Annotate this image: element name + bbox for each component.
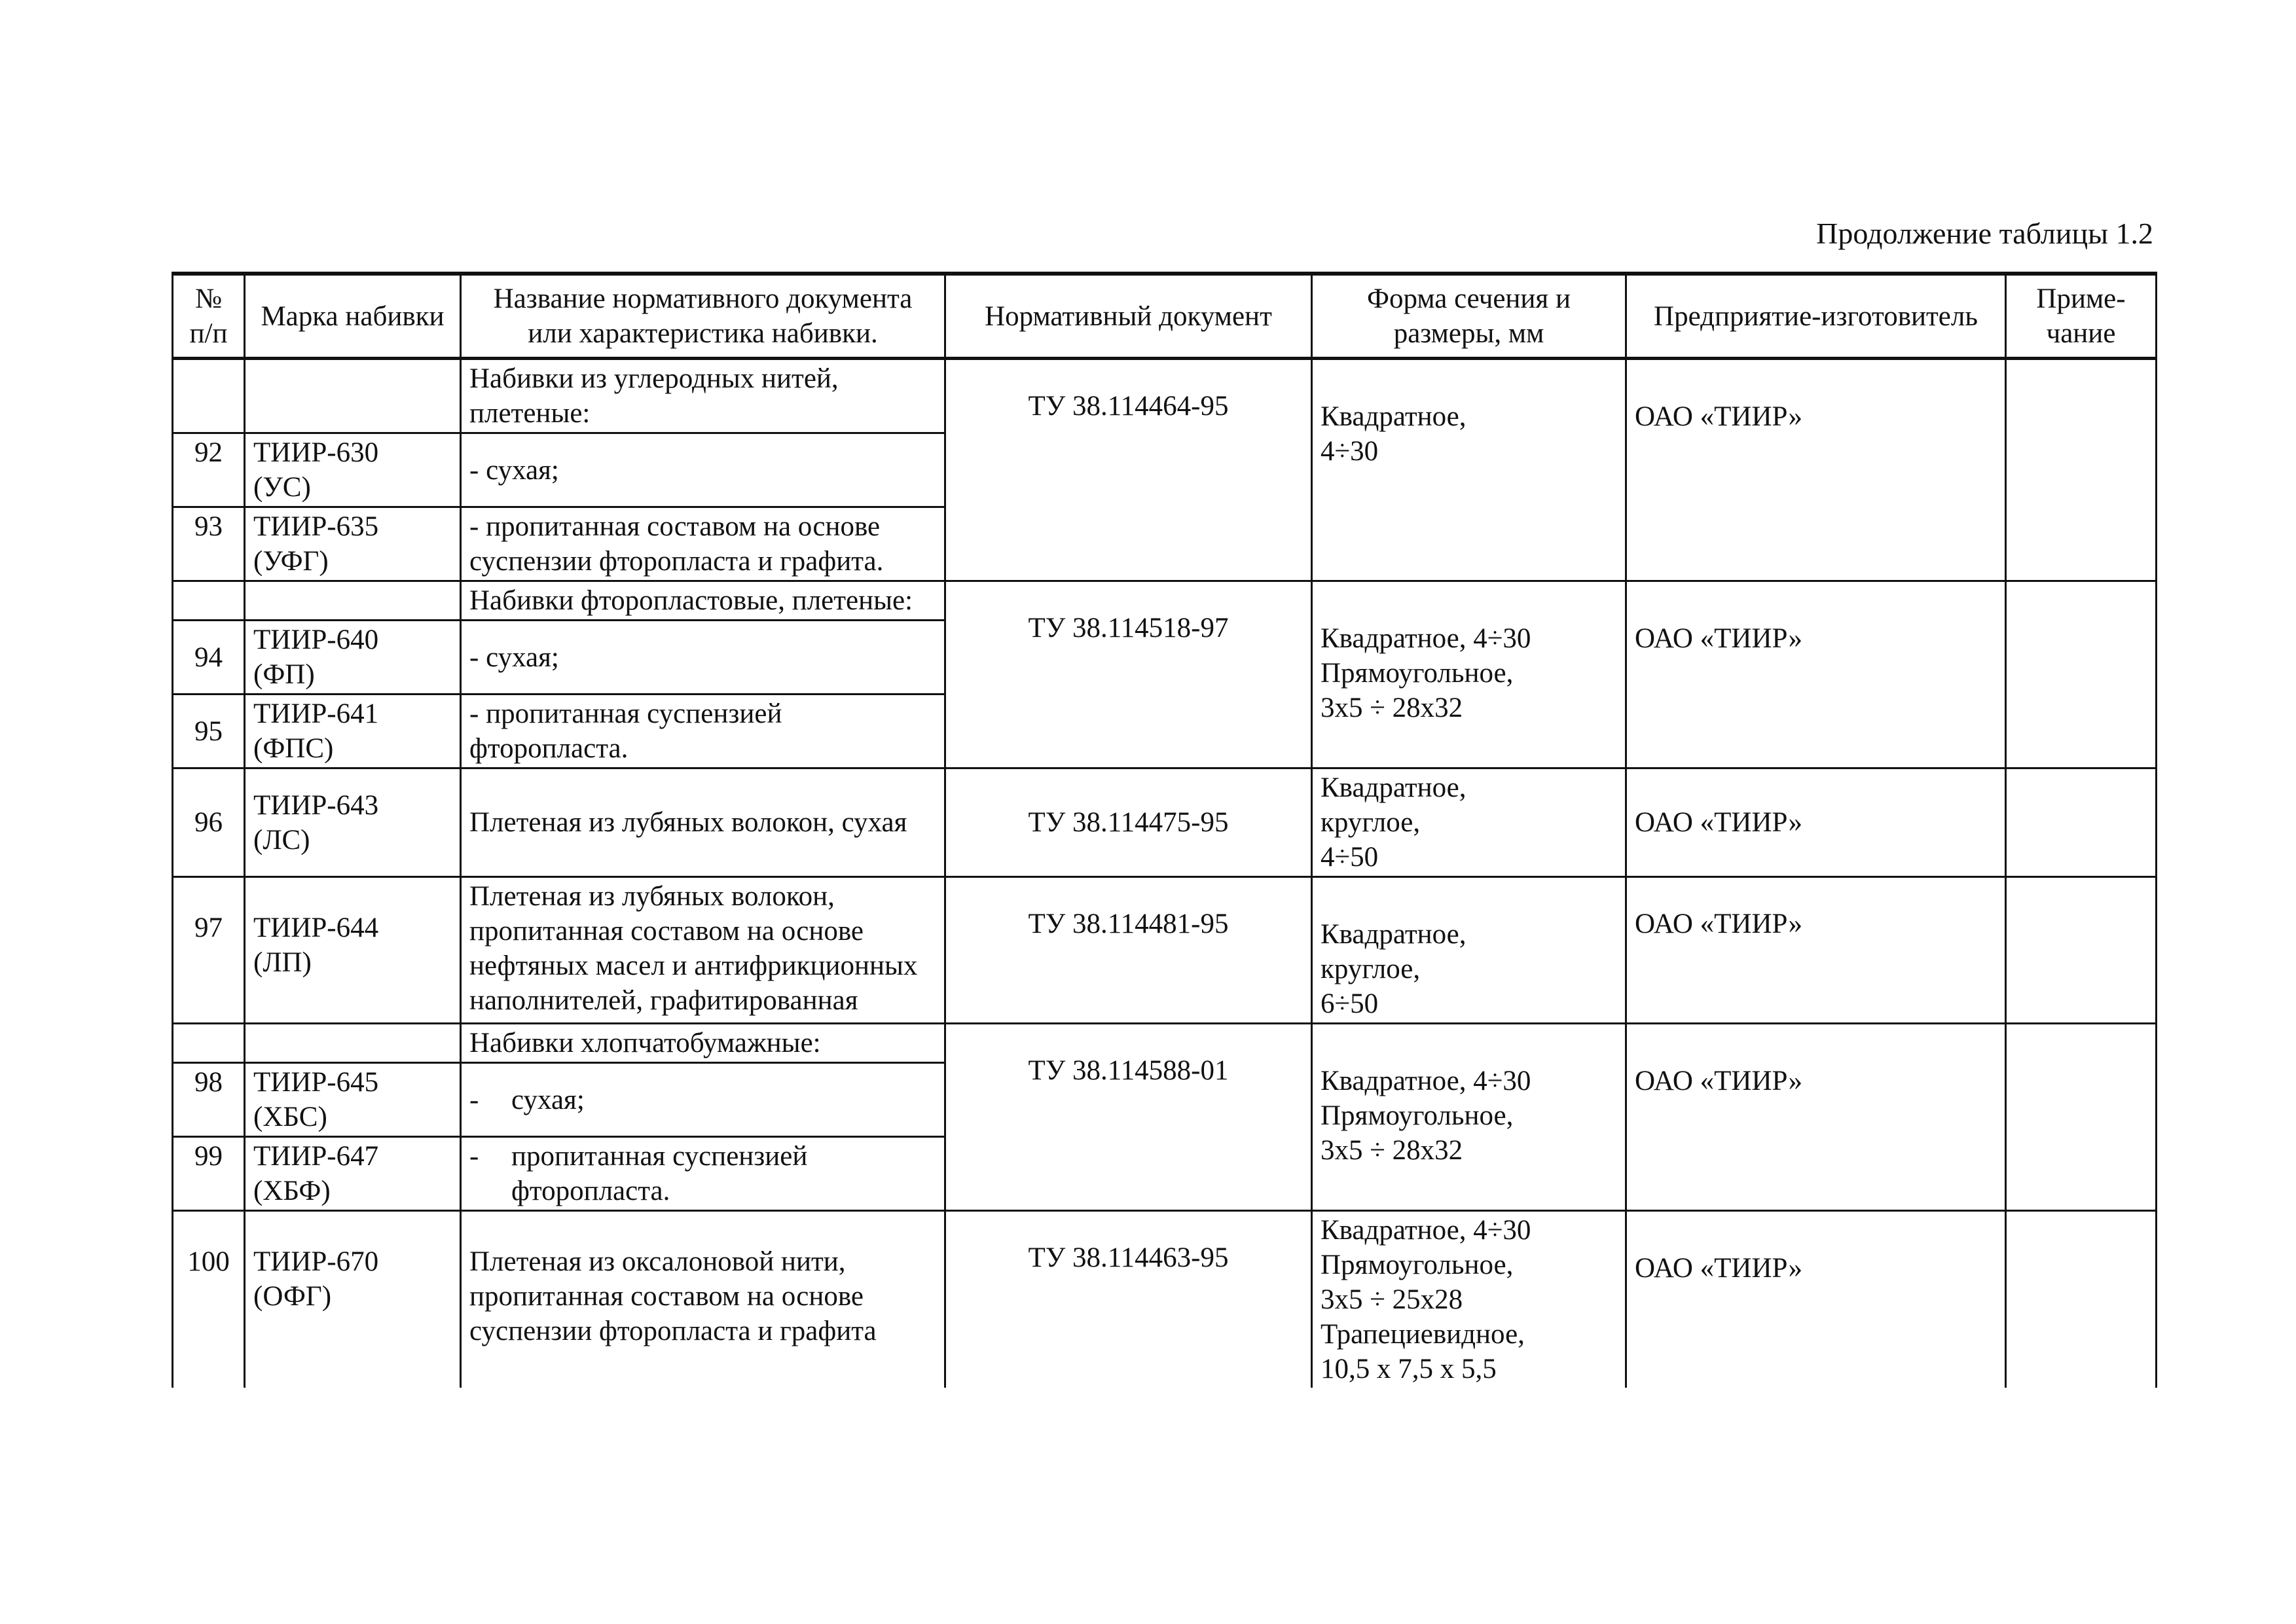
row-num: 92 xyxy=(173,433,245,507)
form-line: Квадратное, 4÷30 xyxy=(1321,623,1531,654)
mark-code: ТИИР-644 xyxy=(253,912,379,943)
row-name-text: сухая; xyxy=(511,1084,585,1115)
norm-doc: ТУ 38.114481-95 xyxy=(945,877,1312,1024)
table-row xyxy=(173,768,2157,877)
form-line: круглое, xyxy=(1321,954,1421,984)
row-mark xyxy=(245,433,461,507)
form-line: Прямоугольное, xyxy=(1321,1100,1514,1131)
mark-suffix: (ЛП) xyxy=(253,947,312,978)
mark-code: ТИИР-640 xyxy=(253,624,379,655)
row-num: 95 xyxy=(173,695,245,768)
manufacturer: ОАО «ТИИР» xyxy=(1626,1211,2006,1388)
section-form xyxy=(1312,581,1626,768)
manufacturer: ОАО «ТИИР» xyxy=(1626,877,2006,1024)
row-mark xyxy=(245,877,461,1024)
row-name xyxy=(461,1137,945,1211)
norm-doc: ТУ 38.114463-95 xyxy=(945,1211,1312,1388)
list-dash: - xyxy=(469,1141,479,1172)
mark-suffix: (ОФГ) xyxy=(253,1281,332,1312)
row-mark xyxy=(245,1063,461,1137)
row-name: Плетеная из лубяных волокон, сухая xyxy=(461,768,945,877)
section-form xyxy=(1312,1211,1626,1388)
form-line: Квадратное, xyxy=(1321,772,1467,803)
mark-suffix: (УС) xyxy=(253,472,311,503)
section-form xyxy=(1312,1024,1626,1211)
mark-code: ТИИР-643 xyxy=(253,789,379,821)
note-cell xyxy=(2006,581,2157,768)
group-title: Набивки хлопчатобумажные: xyxy=(461,1024,945,1063)
norm-doc: ТУ 38.114475-95 xyxy=(945,768,1312,877)
header-note: Приме-чание xyxy=(2006,274,2157,359)
row-name: - сухая; xyxy=(461,621,945,695)
section-form xyxy=(1312,359,1626,581)
row-name: Плетеная из лубяных волокон, пропитанная составом на основе нефтяных масел и антифрикционных наполнителей, графитированная xyxy=(461,877,945,1024)
manufacturer: ОАО «ТИИР» xyxy=(1626,581,2006,768)
mark-suffix: (ХБФ) xyxy=(253,1176,331,1206)
row-name: - пропитанная суспензией фторопласта. xyxy=(461,695,945,768)
group-title: Набивки из углеродных нитей, плетеные: xyxy=(461,359,945,433)
row-mark xyxy=(245,621,461,695)
note-cell xyxy=(2006,877,2157,1024)
row-num: 97 xyxy=(173,877,245,1024)
row-mark xyxy=(245,1137,461,1211)
header-name: Название нормативного документа или характеристика набивки. xyxy=(461,274,945,359)
form-line: Квадратное, 4÷30 xyxy=(1321,1215,1531,1246)
form-line: Квадратное, xyxy=(1321,401,1467,432)
row-num: 96 xyxy=(173,768,245,877)
row-name: Плетеная из оксалоновой нити, пропитанная составом на основе суспензии фторопласта и графита xyxy=(461,1211,945,1388)
form-line: 3х5 ÷ 25х28 xyxy=(1321,1284,1463,1315)
form-line: Трапециевидное, xyxy=(1321,1319,1525,1350)
row-mark xyxy=(245,507,461,581)
list-dash: - xyxy=(469,1084,479,1115)
header-num: № п/п xyxy=(173,274,245,359)
norm-doc: ТУ 38.114464-95 xyxy=(945,359,1312,581)
group-title: Набивки фторопластовые, плетеные: xyxy=(461,581,945,621)
form-line: 10,5 х 7,5 х 5,5 xyxy=(1321,1354,1497,1384)
note-cell xyxy=(2006,1211,2157,1388)
mark-suffix: (ЛС) xyxy=(253,824,310,856)
table-row xyxy=(173,1024,2157,1063)
row-name-text: пропитанная суспензией фторопласта. xyxy=(511,1141,808,1206)
form-line: Квадратное, 4÷30 xyxy=(1321,1066,1531,1096)
row-num: 93 xyxy=(173,507,245,581)
table-row xyxy=(173,581,2157,621)
header-mark: Марка набивки xyxy=(245,274,461,359)
form-line: Прямоугольное, xyxy=(1321,1250,1514,1280)
norm-doc: ТУ 38.114588-01 xyxy=(945,1024,1312,1211)
row-mark xyxy=(245,1211,461,1388)
form-line: Квадратное, xyxy=(1321,919,1467,950)
form-line: круглое, xyxy=(1321,807,1421,838)
row-mark xyxy=(245,768,461,877)
gaskets-table xyxy=(172,272,2157,1388)
form-line: Прямоугольное, xyxy=(1321,658,1514,689)
mark-suffix: (ФП) xyxy=(253,659,315,690)
mark-code: ТИИР-635 xyxy=(253,511,379,542)
manufacturer: ОАО «ТИИР» xyxy=(1626,359,2006,581)
mark-suffix: (ФПС) xyxy=(253,733,334,764)
form-line: 3х5 ÷ 28х32 xyxy=(1321,693,1463,723)
form-line: 3х5 ÷ 28х32 xyxy=(1321,1135,1463,1166)
row-name: - сухая; xyxy=(461,433,945,507)
table-row xyxy=(173,1211,2157,1388)
mark-code: ТИИР-641 xyxy=(253,698,379,729)
header-row xyxy=(173,274,2157,359)
manufacturer: ОАО «ТИИР» xyxy=(1626,768,2006,877)
row-name: - пропитанная составом на основе суспензии фторопласта и графита. xyxy=(461,507,945,581)
row-num: 94 xyxy=(173,621,245,695)
table-row xyxy=(173,877,2157,1024)
header-doc: Нормативный документ xyxy=(945,274,1312,359)
mark-suffix: (УФГ) xyxy=(253,546,329,577)
norm-doc: ТУ 38.114518-97 xyxy=(945,581,1312,768)
header-form: Форма сечения и размеры, мм xyxy=(1312,274,1626,359)
section-form xyxy=(1312,877,1626,1024)
table-row xyxy=(173,359,2157,433)
row-num: 98 xyxy=(173,1063,245,1137)
row-name xyxy=(461,1063,945,1137)
note-cell xyxy=(2006,1024,2157,1211)
table-caption: Продолжение таблицы 1.2 xyxy=(1816,217,2153,250)
form-line: 4÷30 xyxy=(1321,436,1379,467)
mark-code: ТИИР-647 xyxy=(253,1141,379,1172)
manufacturer: ОАО «ТИИР» xyxy=(1626,1024,2006,1211)
mark-code: ТИИР-645 xyxy=(253,1067,379,1098)
mark-code: ТИИР-670 xyxy=(253,1246,379,1277)
form-line: 4÷50 xyxy=(1321,842,1379,873)
mark-code: ТИИР-630 xyxy=(253,437,379,468)
note-cell xyxy=(2006,768,2157,877)
row-num: 100 xyxy=(173,1211,245,1388)
mark-suffix: (ХБС) xyxy=(253,1102,327,1132)
row-num: 99 xyxy=(173,1137,245,1211)
header-maker: Предприятие-изготовитель xyxy=(1626,274,2006,359)
form-line: 6÷50 xyxy=(1321,988,1379,1019)
row-mark xyxy=(245,695,461,768)
note-cell xyxy=(2006,359,2157,581)
section-form xyxy=(1312,768,1626,877)
